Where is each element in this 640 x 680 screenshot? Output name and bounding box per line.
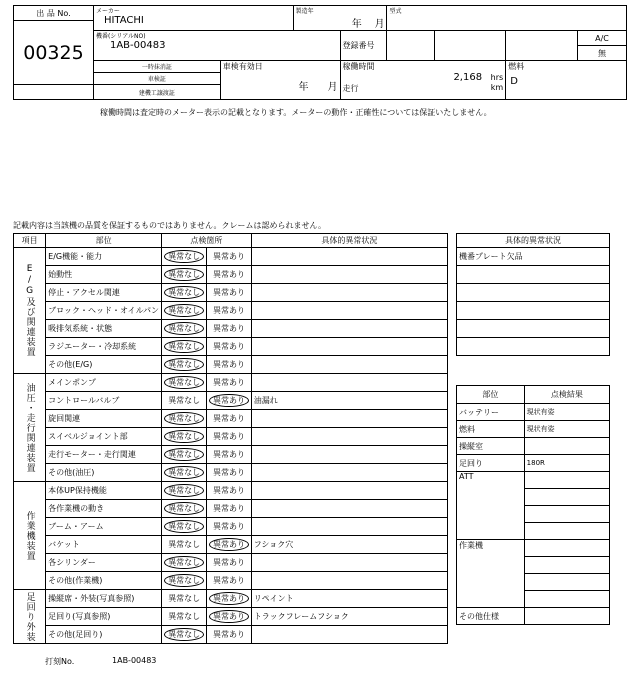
inspection-table [13,233,448,644]
inspection-row [14,320,448,338]
normal-option: 異常なし [164,628,204,641]
abnormal-option: 異常あり [213,324,246,333]
year-cell [293,6,387,31]
abnormal-option: 異常あり [213,288,246,297]
normal-option: 異常なし [164,502,204,515]
abnormal-option: 異常あり [213,306,246,315]
part-label: その他(足回り) [46,626,162,644]
quality-note: 記載内容は当該機の品質を保証するものではありません。クレームは認められません。 [13,221,326,230]
inspection-row [14,464,448,482]
vehicle-inspection-cell [220,61,340,100]
abnormal-option: 異常あり [213,432,246,441]
normal-option: 異常なし [164,358,204,371]
inspection-row [14,536,448,554]
reg-cell-1 [387,31,435,61]
side-detail-table [456,233,610,356]
detail-cell [251,338,447,356]
part-label: メインポンプ [46,374,162,392]
inspection-row [14,338,448,356]
inspection-row [14,284,448,302]
maker-cell [93,6,293,31]
normal-option: 異常なし [168,594,201,603]
stamp-label: 打刻No. [45,657,75,666]
normal-option: 異常なし [164,412,204,425]
side-detail-row [457,320,610,338]
detail-cell [251,248,447,266]
hours-value: 2,168 [453,72,483,83]
side-detail-row: 機番プレート欠品 [457,248,610,266]
construction-label: 建機工譲渡証 [93,85,220,100]
part-label: 走行モーター・走行関連 [46,446,162,464]
part-label: 旋回関連 [46,410,162,428]
results-col-part: 部位 [457,386,525,404]
part-label: 始動性 [46,266,162,284]
inspection-row [14,608,448,626]
normal-option: 異常なし [164,484,204,497]
inspection-row [14,374,448,392]
detail-cell [251,500,447,518]
part-label: その他(作業機) [46,572,162,590]
detail-cell [251,320,447,338]
normal-option: 異常なし [164,466,204,479]
vi-month-unit: 月 [327,82,338,93]
abnormal-option: 異常あり [213,486,246,495]
detail-cell [251,302,447,320]
abnormal-option: 異常あり [213,414,246,423]
normal-option: 異常なし [164,250,204,263]
detail-cell [251,554,447,572]
inspection-row [14,446,448,464]
abnormal-option: 異常あり [213,504,246,513]
result-part: 足回り [457,455,525,472]
normal-option: 異常なし [164,520,204,533]
hours-label: 稼働時間 [342,62,375,71]
lot-label: 出 品 No. [14,6,94,21]
category-cell [14,248,46,374]
category-label: 作業機装置 [24,510,35,561]
inspection-row [14,248,448,266]
hours-unit: hrs [490,73,504,82]
category-label: 油圧・走行関連装置 [24,382,35,473]
col-check: 点検箇所 [162,234,252,248]
part-label: 各シリンダー [46,554,162,572]
inspection-row [14,590,448,608]
normal-option: 異常なし [164,556,204,569]
lot-number: 00325 [14,21,94,85]
result-value: 現状有姿 [524,404,609,421]
inspection-row [14,482,448,500]
abnormal-option: 異常あり [209,394,249,407]
km-unit: km [490,83,504,92]
result-part: 操縦室 [457,438,525,455]
part-label: その他(油圧) [46,464,162,482]
abnormal-option: 異常あり [213,360,246,369]
abnormal-option: 異常あり [213,378,246,387]
model-label: 型式 [389,8,402,15]
side-detail-row [457,284,610,302]
normal-option: 異常なし [164,322,204,335]
hours-cell [340,61,506,100]
detail-cell: リペイント [251,590,447,608]
maker-value: HITACHI [103,15,144,26]
result-value: 現状有姿 [524,421,609,438]
abnormal-option: 異常あり [213,576,246,585]
detail-cell [251,428,447,446]
abnormal-option: 異常あり [213,630,246,639]
part-label: バケット [46,536,162,554]
detail-cell [251,572,447,590]
inspection-row [14,428,448,446]
side-detail-title: 具体的異常状況 [457,234,610,248]
detail-cell [251,626,447,644]
result-part: バッテリー [457,404,525,421]
part-label: その他(E/G) [46,356,162,374]
year-unit: 年 [351,19,362,30]
stamp-value: 1AB-00483 [112,656,157,665]
result-value: 180R [524,455,609,472]
abnormal-option: 異常あり [213,450,246,459]
inspection-row [14,518,448,536]
col-detail: 具体的異常状況 [251,234,447,248]
abnormal-option: 異常あり [213,468,246,477]
inspection-row [14,410,448,428]
inspection-row [14,302,448,320]
part-label: ラジエーター・冷却系統 [46,338,162,356]
results-col-result: 点検結果 [524,386,609,404]
inspection-row [14,392,448,410]
detail-cell: フショク穴 [251,536,447,554]
fuel-label: 燃料 [508,62,525,71]
travel-label: 走行 [342,84,359,93]
detail-cell [251,266,447,284]
abnormal-option: 異常あり [209,610,249,623]
part-label: 操縦席・外装(写真参照) [46,590,162,608]
detail-cell [251,410,447,428]
normal-option: 異常なし [168,540,201,549]
normal-option: 異常なし [164,304,204,317]
part-label: ブロック・ヘッド・オイルパン [46,302,162,320]
inspection-row [14,500,448,518]
detail-cell [251,482,447,500]
reg-label: 登録番号 [340,31,387,61]
abnormal-option: 異常あり [213,558,246,567]
fuel-value: D [510,76,518,87]
category-cell [14,482,46,590]
detail-cell [251,356,447,374]
detail-cell: 油漏れ [251,392,447,410]
ac-value: 無 [578,46,627,61]
normal-option: 異常なし [164,430,204,443]
abnormal-option: 異常あり [209,592,249,605]
normal-option: 異常なし [168,396,201,405]
result-value [524,438,609,455]
detail-cell [251,518,447,536]
part-label: 吸排気系統・状態 [46,320,162,338]
side-detail-row [457,338,610,356]
abnormal-option: 異常あり [213,270,246,279]
inspection-row [14,572,448,590]
work-label: 作業機 [457,540,525,608]
inspection-row [14,266,448,284]
detail-cell [251,374,447,392]
fuel-cell [506,61,627,100]
category-cell [14,590,46,644]
category-label: E/G及び関連装置 [24,264,35,357]
inspection-row [14,356,448,374]
part-label: ブーム・アーム [46,518,162,536]
results-table [456,385,610,625]
detail-cell [251,464,447,482]
reg-cell-3 [506,31,578,61]
reg-cell-2 [435,31,506,61]
other-label: その他仕様 [457,608,525,625]
model-cell [387,6,627,31]
att-label: ATT [457,472,525,540]
side-detail-row [457,302,610,320]
part-label: 各作業機の動き [46,500,162,518]
part-label: スイベルジョイント部 [46,428,162,446]
abnormal-option: 異常あり [209,538,249,551]
normal-option: 異常なし [164,448,204,461]
temp-plate-label: 一時抹消証 [93,61,220,73]
lot-spacer [14,85,94,100]
vi-year-unit: 年 [298,82,309,93]
abnormal-option: 異常あり [213,342,246,351]
vehicle-inspection-label: 車検有効日 [222,62,263,71]
ac-label: A/C [578,31,627,46]
side-detail-row [457,266,610,284]
category-cell [14,374,46,482]
part-label: E/G機能・能力 [46,248,162,266]
result-part: 燃料 [457,421,525,438]
normal-option: 異常なし [164,268,204,281]
part-label: 本体UP保持機能 [46,482,162,500]
normal-option: 異常なし [164,574,204,587]
serial-cell [93,31,340,61]
normal-option: 異常なし [164,376,204,389]
header-table [13,5,627,100]
inspection-row [14,626,448,644]
abnormal-option: 異常あり [213,522,246,531]
normal-option: 異常なし [164,340,204,353]
maker-label: メーカー [95,8,120,15]
inspection-cert-label: 車検証 [93,73,220,85]
category-label: 足回り外装 [24,591,35,642]
detail-cell [251,284,447,302]
hours-note: 稼働時間は査定時のメーター表示の記載となります。メーターの動作・正確性については保証いたしません。 [100,108,492,117]
normal-option: 異常なし [168,612,201,621]
part-label: 停止・アクセル関連 [46,284,162,302]
abnormal-option: 異常あり [213,252,246,261]
part-label: コントロールバルブ [46,392,162,410]
month-unit: 月 [374,19,385,30]
col-category: 項目 [14,234,46,248]
inspection-row [14,554,448,572]
serial-label: 機番(シリアルNO) [95,33,146,40]
normal-option: 異常なし [164,286,204,299]
serial-value: 1AB-00483 [109,40,166,51]
detail-cell [251,446,447,464]
detail-cell: トラックフレームフショク [251,608,447,626]
year-label: 製造年 [295,8,314,15]
part-label: 足回り(写真参照) [46,608,162,626]
col-part: 部位 [46,234,162,248]
